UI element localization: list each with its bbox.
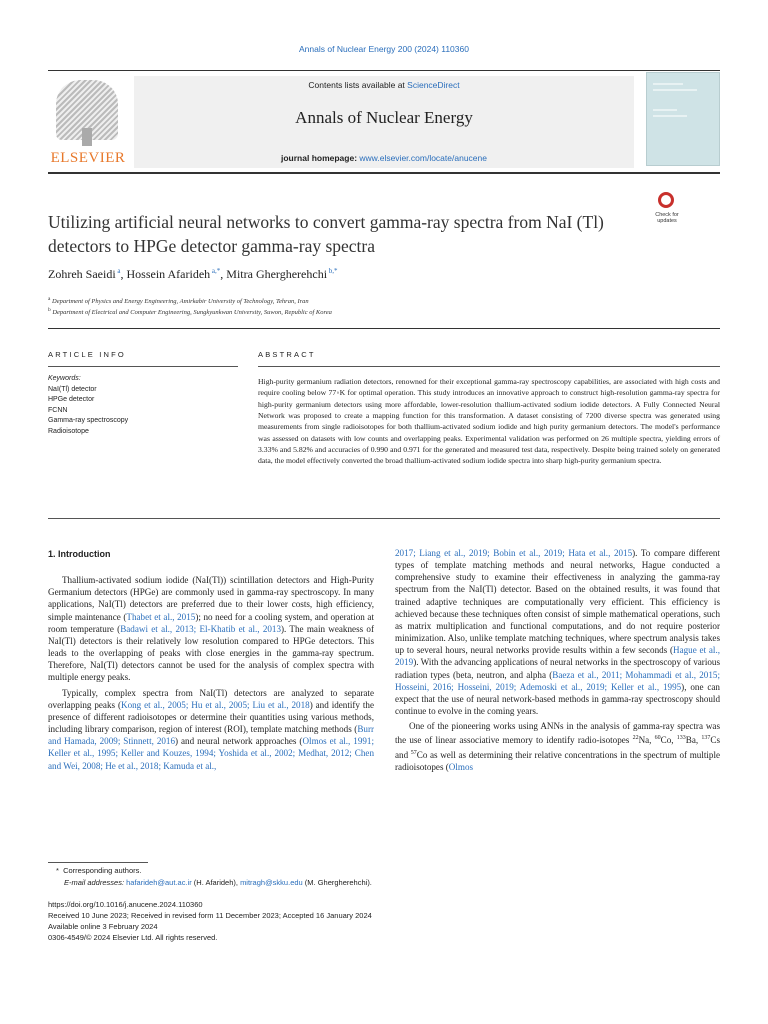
doi-link[interactable]: https://doi.org/10.1016/j.anucene.2024.110360: [48, 900, 203, 909]
text-run: Thallium-activated sodium iodide (NaI(Tl)) scintillation detectors and High-Purity Germanium detectors (HPGe) are commonly used in gamma-ray spectroscopy. In many applications, NaI(Tl) detectors are preferred due to their lower costs, high efficiency, simple maintenance (: [48, 575, 374, 622]
copyright: 0306-4549/© 2024 Elsevier Ltd. All rights reserved.: [48, 933, 218, 942]
citation-link[interactable]: Burr and Hamada, 2009; Stinnett, 2016: [48, 724, 374, 747]
keyword: Gamma-ray spectroscopy: [48, 417, 129, 425]
paragraph: [48, 687, 374, 772]
available-online: Available online 3 February 2024: [48, 922, 158, 931]
section-heading-introduction: 1. Introduction: [48, 549, 111, 559]
article-title: Utilizing artificial neural networks to convert gamma-ray spectra from NaI (Tl) detectors to HPGe detector gamma-ray spectra: [48, 212, 604, 256]
mass-number: 57: [410, 749, 417, 756]
text-run: One of the pioneering works using ANNs in the analysis of gamma-ray spectra was the use of linear associative memory to identify radio-isotopes: [395, 721, 720, 746]
abstract-rule: [258, 366, 720, 367]
abstract-text: High-purity germanium radiation detectors, renowned for their exceptional gamma-ray spectroscopy capabilities, are associated with high costs and require cooling below 77◦K for optimal operation. This study introduces an innovative approach to construct high-resolution gamma-ray spectra for high-purity germanium detectors using more affordable, lower-resolution thallium-activated sodium iodide detectors. A Fully Connected Neural Network was proposed to create a mapping function for this transformation. A dataset consisting of 7200 diverse spectra was generated using measurements from single radioisotopes for both thallium-activated sodium iodide and high purity germanium detectors. The model's performance was assessed on datasets with low counts and overlapping peaks. Experimental validation was performed on 26 multiple spectra, yielding errors of 3.33% and 5.82% and accuracies of 0.990 and 0.971 for the generated and measured test data, respectively. Despite being trained solely on generated data, the model effectively converted the broad thallium-activated sodium iodide spectra into sharp high-purity germanium spectra.: [258, 377, 720, 466]
article-info-heading: ARTICLE INFO: [48, 350, 126, 359]
asterisk: *: [56, 866, 64, 875]
affiliation-marker: a: [48, 296, 51, 302]
citation-link[interactable]: Hague et al., 2019: [395, 645, 720, 668]
received-dates: Received 10 June 2023; Received in revised form 11 December 2023; Accepted 16 January 2024: [48, 911, 372, 920]
check-updates-label: Check for updates: [655, 212, 679, 224]
text-run: ); no need for a cooling system, and operation at room temperature (: [48, 611, 374, 634]
mass-number: 60: [654, 735, 661, 742]
affiliation-b: [48, 307, 648, 316]
keywords-label: Keywords:: [48, 375, 81, 382]
affiliation-marker: b: [48, 307, 51, 313]
cover-line: [653, 109, 677, 111]
citation-link[interactable]: Olmos et al., 1991; Keller et al., 1995; Keller and Kouzes, 1994; Yoshida et al., 2002; Medhat, 2012; Chen and Wei, 2008; He et al., 2018; Kamuda et al.,: [48, 736, 374, 771]
mass-number: 137: [701, 735, 711, 742]
citation-link[interactable]: Thabet et al., 2015: [126, 611, 196, 622]
text-run: ). To compare different types of template matching methods and neural networks, Hague conducted a comprehensive study to examine their effectiveness in analyzing the gamma-ray spectrum from the NaI(Tl) detector. Based on the obtained results, it was found that trained adaptive techniques are computationally very efficient. This efficiency is achieved because these techniques often consist of simple mathematical operations, such as matrix multiplication and functional computations, and do not require posterior minimization. Also, unlike template matching techniques, where spectrum analysis takes up to several hours, neural networks provide results within a few seconds (: [395, 548, 720, 656]
article-info-rule: [48, 366, 238, 367]
text-run: ), one can expect that the use of neural network-based methods in gamma-ray spectroscopy should continue to evolve in the coming years.: [395, 681, 720, 717]
text-run: Cs and: [395, 735, 720, 760]
keyword: FCNN: [48, 406, 68, 414]
affiliation-text: Department of Electrical and Computer Engineering, Sungkyunkwan University, Suwon, Republic of Korea: [50, 309, 332, 317]
text-run: ). With the advancing applications of neural networks in the spectroscopy of various radiation types (beta, neutron, and alpha (: [395, 657, 720, 680]
abstract-bottom-rule: [48, 518, 720, 519]
paragraph: [395, 720, 720, 773]
text-run: ) and neural network approaches (: [175, 736, 303, 747]
right-column: [395, 547, 720, 773]
mass-number: 22: [632, 735, 639, 742]
paragraph: [48, 574, 374, 683]
contents-prefix: Contents lists available at: [308, 80, 408, 90]
email-label: E-mail addresses:: [64, 878, 125, 887]
corresponding-text: Corresponding authors.: [63, 866, 142, 875]
author-separator: ,: [220, 267, 227, 281]
check-updates-icon: [658, 192, 674, 208]
citation-link[interactable]: Olmos: [448, 761, 474, 772]
author-affiliation-marker[interactable]: a: [115, 267, 121, 275]
keyword: Radioisotope: [48, 427, 89, 435]
text-run: ). The main weakness of NaI(Tl) detectors is their relatively low resolution compared to HPGe detectors. This leads to the overlapping of peaks with close energies in the gamma-ray spectrum. Therefore, NaI(Tl) detectors cannot be used for the analysis of complex spectra with multiple energy peaks.: [48, 623, 374, 683]
text-run: Typically, complex spectra from NaI(Tl) detectors are analyzed to separate overlapping peaks (: [48, 687, 374, 710]
author-name[interactable]: Zohreh Saeidi: [48, 267, 116, 281]
citation-link[interactable]: Kong et al., 2005; Hu et al., 2005; Liu et al., 2018: [121, 699, 310, 710]
author-separator: ,: [120, 267, 127, 281]
keyword: NaI(Tl) detector: [48, 385, 97, 393]
front-matter-rule: [48, 328, 720, 329]
keywords-block: [48, 374, 238, 438]
text-run: Co as well as determining their relative concentrations in the spectrum of multiple radioisotopes (: [395, 749, 721, 772]
email-note: [64, 877, 736, 889]
homepage-line: [134, 153, 634, 163]
journal-title: Annals of Nuclear Energy: [295, 108, 473, 127]
email-link-afarideh[interactable]: hafarideh@aut.ac.ir: [126, 878, 192, 887]
author-name[interactable]: Hossein Afarideh: [126, 267, 211, 281]
text-run: ) and identify the presence of different radioisotopes or determine their quantities using various methods, including library comparison, region of interest (ROI), template matching methods (: [48, 699, 375, 735]
author-affiliation-marker[interactable]: a,*: [210, 267, 221, 275]
sciencedirect-link[interactable]: ScienceDirect: [407, 80, 460, 90]
citation-link[interactable]: 2017; Liang et al., 2019; Bobin et al., 2019; Hata et al., 2015: [395, 548, 633, 558]
elsevier-logo[interactable]: [48, 76, 128, 166]
homepage-prefix: journal homepage:: [281, 153, 360, 163]
footnote-rule: [48, 862, 148, 863]
journal-reference[interactable]: Annals of Nuclear Energy 200 (2024) 110360: [299, 44, 469, 54]
mass-number: 133: [676, 735, 686, 742]
text-run: Co,: [660, 735, 677, 746]
text-run: Ba,: [685, 735, 702, 746]
cover-line: [653, 89, 697, 91]
cover-line: [653, 83, 683, 85]
check-for-updates-badge[interactable]: [648, 192, 686, 228]
citation-link[interactable]: Badawi et al., 2013; El-Khatib et al., 2013: [120, 623, 282, 634]
citation-link[interactable]: Baeza et al., 2011; Mohammadi et al., 2015; Hosseini, 2016; Hosseini, 2019; Ademoski et al., 2019; Keller et al., 1995: [395, 669, 720, 692]
keyword: HPGe detector: [48, 396, 95, 404]
email-owner: (M. Ghergherehchi).: [302, 878, 372, 887]
corresponding-note: [56, 865, 728, 877]
author-affiliation-marker[interactable]: b,*: [327, 267, 338, 275]
email-owner: (H. Afarideh),: [191, 878, 241, 887]
journal-cover-thumbnail[interactable]: [646, 72, 720, 166]
header-bottom-rule: [48, 172, 720, 174]
affiliation-text: Department of Physics and Energy Engineering, Amirkabir University of Technology, Tehran, Iran: [50, 298, 309, 306]
email-link-ghergherehchi[interactable]: mitragh@skku.edu: [240, 878, 303, 887]
contents-line: [134, 80, 634, 90]
text-run: Na,: [638, 735, 655, 746]
tree-trunk: [82, 128, 92, 146]
abstract-heading: ABSTRACT: [258, 350, 316, 359]
elsevier-wordmark: ELSEVIER: [50, 150, 126, 166]
author-list: [48, 267, 648, 282]
homepage-link[interactable]: www.elsevier.com/locate/anucene: [359, 153, 487, 163]
left-column: [48, 548, 374, 772]
header-top-rule: [48, 70, 720, 71]
author-name[interactable]: Mitra Ghergherehchi: [226, 267, 328, 281]
paragraph: [395, 547, 720, 717]
affiliation-a: [48, 296, 648, 305]
cover-line: [653, 115, 687, 117]
